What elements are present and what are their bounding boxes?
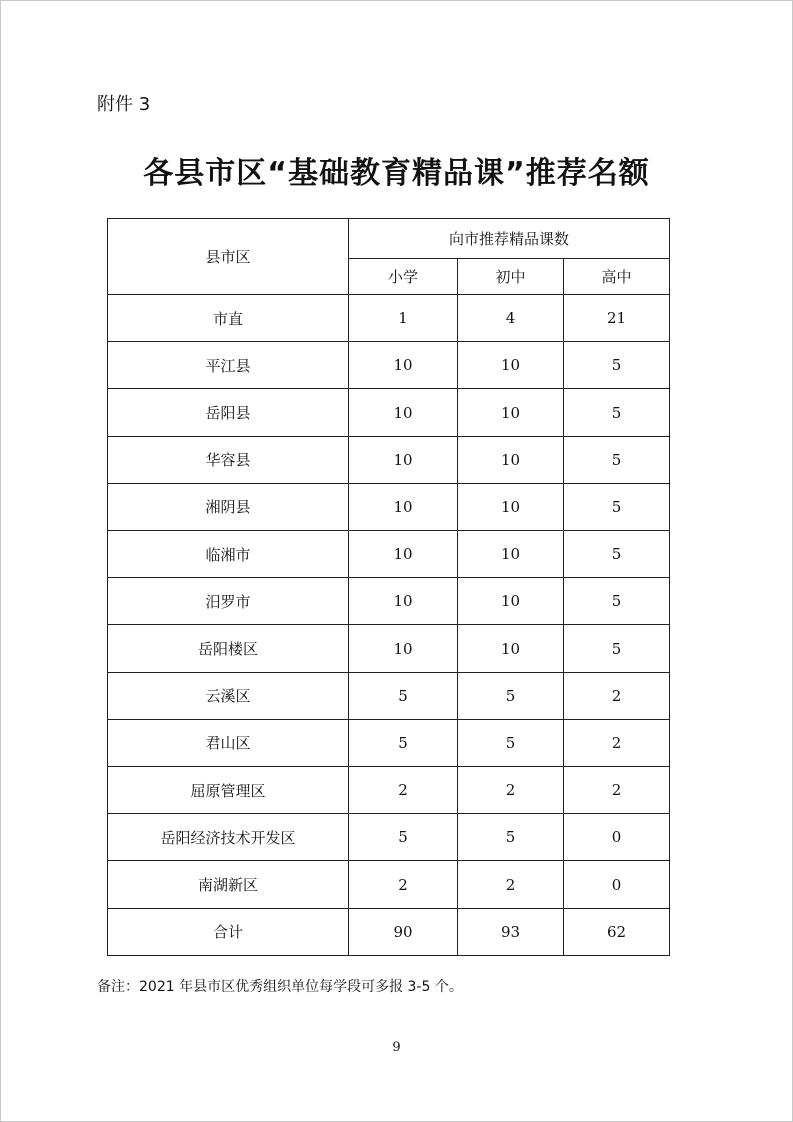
middle-count-cell: 5	[458, 814, 564, 861]
region-cell: 岳阳县	[108, 389, 349, 436]
region-header: 县市区	[108, 219, 349, 295]
middle-count-cell: 10	[458, 342, 564, 389]
primary-count-cell: 5	[349, 814, 458, 861]
document-title: 各县市区“基础教育精品课”推荐名额	[143, 156, 650, 191]
middle-count-cell: 10	[458, 531, 564, 578]
region-cell: 君山区	[108, 719, 349, 766]
primary-count-cell: 10	[349, 531, 458, 578]
primary-count-cell: 5	[349, 672, 458, 719]
primary-count-cell: 10	[349, 483, 458, 530]
high-count-cell: 5	[564, 578, 670, 625]
table-row	[108, 625, 670, 672]
table-row	[108, 531, 670, 578]
high-count-cell: 2	[564, 767, 670, 814]
middle-count-cell: 93	[458, 908, 564, 955]
middle-count-cell: 2	[458, 861, 564, 908]
attachment-label: 附件 3	[97, 94, 151, 115]
table-row	[108, 908, 670, 955]
high-count-cell: 5	[564, 436, 670, 483]
primary-count-cell: 10	[349, 578, 458, 625]
primary-count-cell: 5	[349, 719, 458, 766]
primary-count-cell: 90	[349, 908, 458, 955]
region-cell: 临湘市	[108, 531, 349, 578]
high-count-cell: 5	[564, 342, 670, 389]
footnote: 备注：2021 年县市区优秀组织单位每学段可多报 3-5 个。	[97, 979, 463, 995]
quota-table	[107, 218, 670, 956]
region-cell: 华容县	[108, 436, 349, 483]
high-count-cell: 5	[564, 389, 670, 436]
middle-count-cell: 5	[458, 672, 564, 719]
table-row	[108, 814, 670, 861]
page-number: 9	[392, 1040, 401, 1055]
high-count-cell: 21	[564, 295, 670, 342]
middle-count-cell: 5	[458, 719, 564, 766]
primary-count-cell: 10	[349, 625, 458, 672]
high-count-cell: 5	[564, 625, 670, 672]
group-header: 向市推荐精品课数	[349, 219, 670, 259]
table-row	[108, 578, 670, 625]
table-row	[108, 672, 670, 719]
table-row	[108, 389, 670, 436]
region-cell: 市直	[108, 295, 349, 342]
level-header-middle: 初中	[458, 259, 564, 295]
table-row	[108, 719, 670, 766]
region-cell: 屈原管理区	[108, 767, 349, 814]
middle-count-cell: 10	[458, 389, 564, 436]
level-header-primary: 小学	[349, 259, 458, 295]
primary-count-cell: 2	[349, 767, 458, 814]
middle-count-cell: 10	[458, 483, 564, 530]
table-header-row	[108, 219, 670, 259]
primary-count-cell: 10	[349, 436, 458, 483]
primary-count-cell: 10	[349, 389, 458, 436]
high-count-cell: 62	[564, 908, 670, 955]
region-cell: 南湖新区	[108, 861, 349, 908]
high-count-cell: 0	[564, 814, 670, 861]
table-row	[108, 295, 670, 342]
middle-count-cell: 10	[458, 625, 564, 672]
region-cell: 云溪区	[108, 672, 349, 719]
middle-count-cell: 2	[458, 767, 564, 814]
middle-count-cell: 10	[458, 436, 564, 483]
primary-count-cell: 2	[349, 861, 458, 908]
level-header-high: 高中	[564, 259, 670, 295]
primary-count-cell: 1	[349, 295, 458, 342]
region-cell: 汨罗市	[108, 578, 349, 625]
region-cell: 岳阳楼区	[108, 625, 349, 672]
high-count-cell: 2	[564, 719, 670, 766]
table-row	[108, 436, 670, 483]
high-count-cell: 5	[564, 531, 670, 578]
table-row	[108, 861, 670, 908]
table-row	[108, 767, 670, 814]
region-cell: 平江县	[108, 342, 349, 389]
region-cell: 湘阴县	[108, 483, 349, 530]
primary-count-cell: 10	[349, 342, 458, 389]
middle-count-cell: 10	[458, 578, 564, 625]
high-count-cell: 2	[564, 672, 670, 719]
region-cell: 岳阳经济技术开发区	[108, 814, 349, 861]
table-row	[108, 342, 670, 389]
region-cell: 合计	[108, 908, 349, 955]
high-count-cell: 5	[564, 483, 670, 530]
high-count-cell: 0	[564, 861, 670, 908]
middle-count-cell: 4	[458, 295, 564, 342]
table-row	[108, 483, 670, 530]
